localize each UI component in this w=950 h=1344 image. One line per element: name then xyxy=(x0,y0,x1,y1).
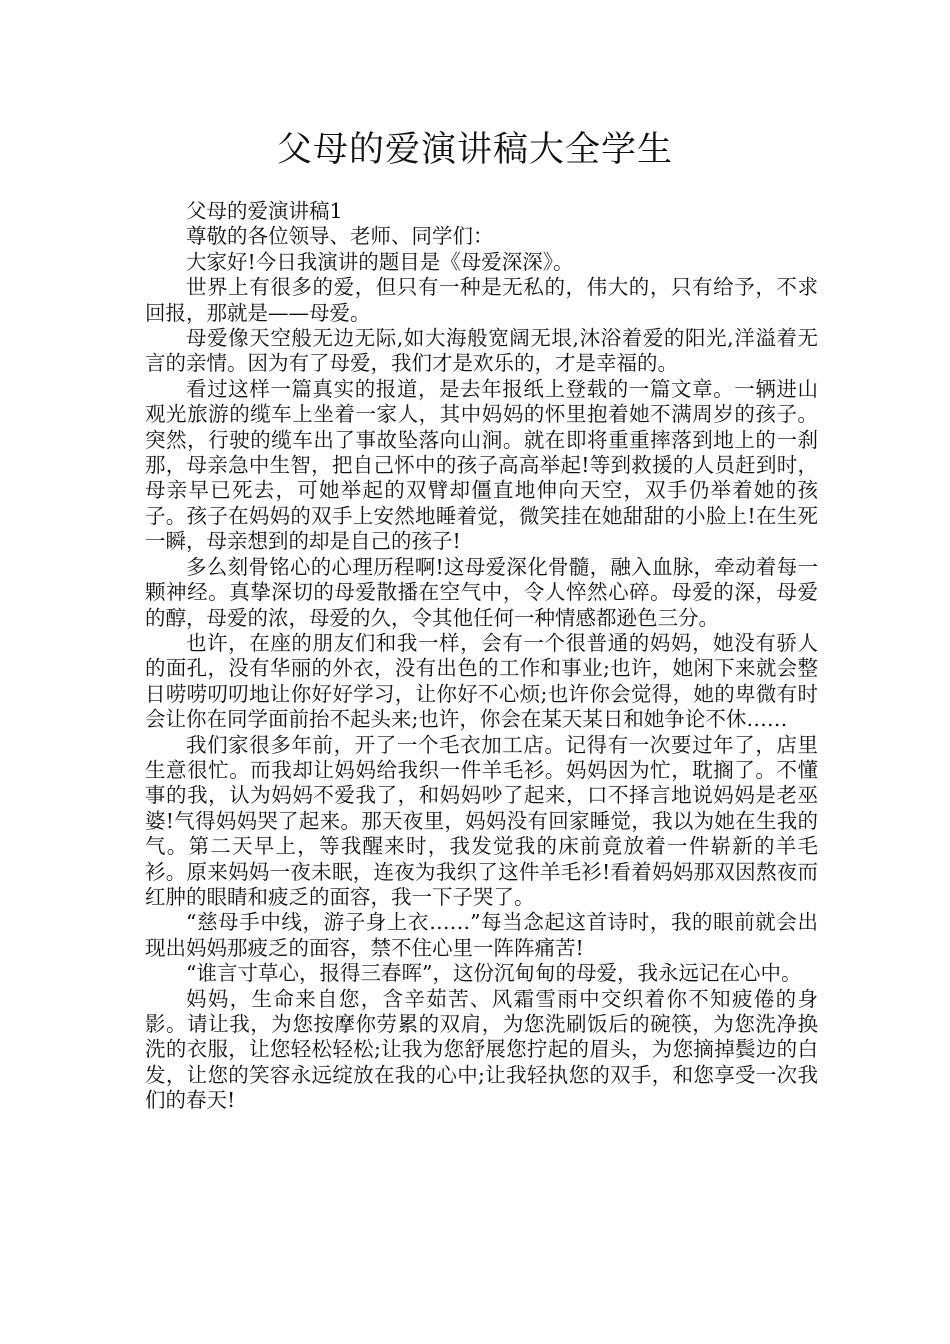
paragraph: 妈妈，生命来自您，含辛茹苦、风霜雪雨中交织着你不知疲倦的身影。请让我，为您按摩你劳累的双肩，为您洗刷饭后的碗筷，为您洗净换洗的衣服，让您轻松轻松;让我为您舒展您拧起的眉头，为您摘掉鬓边的白发，让您的笑容永远绽放在我的心中;让我轻执您的双手，和您享受一次我们的春天! xyxy=(145,986,818,1113)
paragraph: 也许，在座的朋友们和我一样，会有一个很普通的妈妈，她没有骄人的面孔，没有华丽的外衣，没有出色的工作和事业;也许，她闲下来就会整日唠唠叨叨地让你好好学习，让你好不心烦;也许你会觉得，她的卑微有时会让你在同学面前抬不起头来;也许，你会在某天某日和她争论不休…… xyxy=(145,630,818,732)
paragraph-greeting: 大家好!今日我演讲的题目是《母爱深深》。 xyxy=(186,249,574,274)
paragraph: 多么刻骨铭心的心理历程啊!这母爱深化骨髓，融入血脉，牵动着每一颗神经。真挚深切的母爱散播在空气中，令人悴然心碎。母爱的深，母爱的醇，母爱的浓，母爱的久，令其他任何一种情感都逊色三分。 xyxy=(145,554,818,630)
paragraph: 看过这样一篇真实的报道，是去年报纸上登载的一篇文章。一辆进山观光旅游的缆车上坐着一家人，其中妈妈的怀里抱着她不满周岁的孩子。突然，行驶的缆车出了事故坠落向山涧。就在即将重重摔落到地上的一刹那，母亲急中生智，把自己怀中的孩子高高举起!等到救援的人员赶到时，母亲早已死去，可她举起的双臂却僵直地伸向天空，双手仍举着她的孩子。孩子在妈妈的双手上安然地睡着觉，微笑挂在她甜甜的小脸上!在生死一瞬，母亲想到的却是自己的孩子! xyxy=(145,376,818,554)
paragraph: 母爱像天空般无边无际,如大海般宽阔无垠,沐浴着爱的阳光,洋溢着无言的亲情。因为有了母爱，我们才是欢乐的，才是幸福的。 xyxy=(145,326,818,376)
paragraph-poem-quote: “谁言寸草心，报得三春晖”，这份沉甸甸的母爱，我永远记在心中。 xyxy=(186,961,802,986)
paragraph-poem-quote: “慈母手中线，游子身上衣……”每当念起这首诗时，我的眼前就会出现出妈妈那疲乏的面容，禁不住心里一阵阵痛苦! xyxy=(145,910,818,960)
paragraph-heading: 父母的爱演讲稿1 xyxy=(186,199,343,223)
document-body xyxy=(145,199,818,1114)
document-title: 父母的爱演讲稿大全学生 xyxy=(276,130,673,170)
paragraph: 我们家很多年前，开了一个毛衣加工店。记得有一次要过年了，店里生意很忙。而我却让妈妈给我织一件羊毛衫。妈妈因为忙，耽搁了。不懂事的我，认为妈妈不爱我了，和妈妈吵了起来，口不择言地说妈妈是老巫婆!气得妈妈哭了起来。那天夜里，妈妈没有回家睡觉，我以为她在生我的气。第二天早上，等我醒来时，我发觉我的床前竟放着一件崭新的羊毛衫。原来妈妈一夜未眠，连夜为我织了这件羊毛衫!看着妈妈那双因熬夜而红肿的眼睛和疲乏的面容，我一下子哭了。 xyxy=(145,732,818,909)
paragraph-salutation: 尊敬的各位领导、老师、同学们： xyxy=(186,224,494,249)
paragraph: 世界上有很多的爱，但只有一种是无私的，伟大的，只有给予，不求回报，那就是——母爱。 xyxy=(145,275,818,325)
